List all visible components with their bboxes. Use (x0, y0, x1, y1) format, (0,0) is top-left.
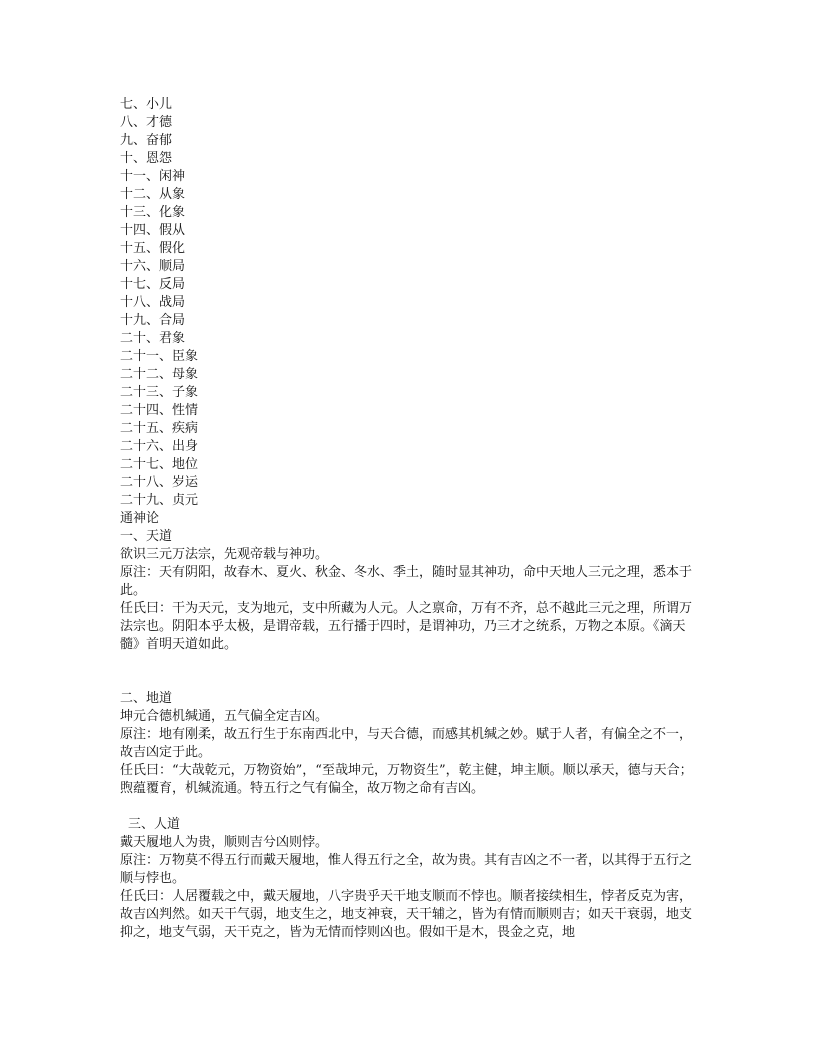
toc-item: 十一、闲神 (120, 169, 186, 184)
toc-item: 二十三、子象 (120, 385, 199, 400)
toc-item: 二十八、岁运 (120, 475, 199, 490)
toc-item: 十三、化象 (120, 205, 186, 220)
toc-item: 二十五、疾病 (120, 421, 199, 436)
toc-list (120, 96, 700, 510)
toc-item: 十五、假化 (120, 241, 186, 256)
toc-item: 二十、君象 (120, 331, 186, 346)
document-page (120, 96, 700, 942)
toc-item: 十九、合局 (120, 313, 186, 328)
original-note: 原注：万物莫不得五行而戴天履地，惟人得五行之全，故为贵。其有吉凶之不一者，以其得于五行之顺与悖也。 (120, 853, 693, 886)
toc-item: 十二、从象 (120, 187, 186, 202)
section-title: 通神论 (120, 511, 160, 526)
section-heading: 三、人道 (128, 817, 181, 832)
commentary: 任氏曰：人居覆载之中，戴天履地，八字贵乎天干地支顺而不悖也。顺者接续相生，悖者反克为害，故吉凶判然。如天干气弱，地支生之，地支神衰，天干辅之，皆为有情而顺则吉；如天干衰弱，地支抑之，地支气弱，天干克之，皆为无情而悖则凶也。假如干是木，畏金之克，地 (120, 889, 693, 940)
toc-item: 十、恩怨 (120, 151, 173, 166)
toc-item: 二十六、出身 (120, 439, 199, 454)
toc-item: 二十九、贞元 (120, 493, 199, 508)
section-earth (120, 690, 700, 798)
toc-item: 十八、战局 (120, 295, 186, 310)
toc-item: 十四、假从 (120, 223, 186, 238)
toc-item: 十七、反局 (120, 277, 186, 292)
commentary: 任氏曰：“大哉乾元，万物资始”，“至哉坤元，万物资生”，乾主健，坤主顺。顺以承天，德与天合；煦蕴覆育，机缄流通。特五行之气有偏全，故万物之命有吉凶。 (120, 763, 693, 796)
toc-item: 八、才德 (120, 115, 173, 130)
section-heading: 二、地道 (120, 691, 173, 706)
section-heading: 一、天道 (120, 529, 173, 544)
verse: 欲识三元万法宗，先观帝载与神功。 (120, 547, 329, 562)
original-note: 原注：天有阴阳，故春木、夏火、秋金、冬水、季土，随时显其神功，命中天地人三元之理，悉本于此。 (120, 565, 693, 598)
section-human (120, 816, 700, 942)
section-heaven (120, 528, 700, 654)
verse: 坤元合德机缄通，五气偏全定吉凶。 (120, 709, 329, 724)
commentary: 任氏曰：干为天元，支为地元，支中所藏为人元。人之禀命，万有不齐，总不越此三元之理，所谓万法宗也。阴阳本乎太极，是谓帝载，五行播于四时，是谓神功，乃三才之统系，万物之本原。《滴天髓》首明天道如此。 (120, 601, 693, 652)
toc-item: 二十一、臣象 (120, 349, 199, 364)
toc-item: 二十二、母象 (120, 367, 199, 382)
toc-item: 九、奋郁 (120, 133, 173, 148)
verse: 戴天履地人为贵，顺则吉兮凶则悖。 (120, 835, 329, 850)
toc-item: 十六、顺局 (120, 259, 186, 274)
original-note: 原注：地有刚柔，故五行生于东南西北中，与天合德，而感其机缄之妙。赋于人者，有偏全之不一，故吉凶定于此。 (120, 727, 693, 760)
toc-item: 二十四、性情 (120, 403, 199, 418)
toc-item: 二十七、地位 (120, 457, 199, 472)
toc-item: 七、小儿 (120, 97, 173, 112)
